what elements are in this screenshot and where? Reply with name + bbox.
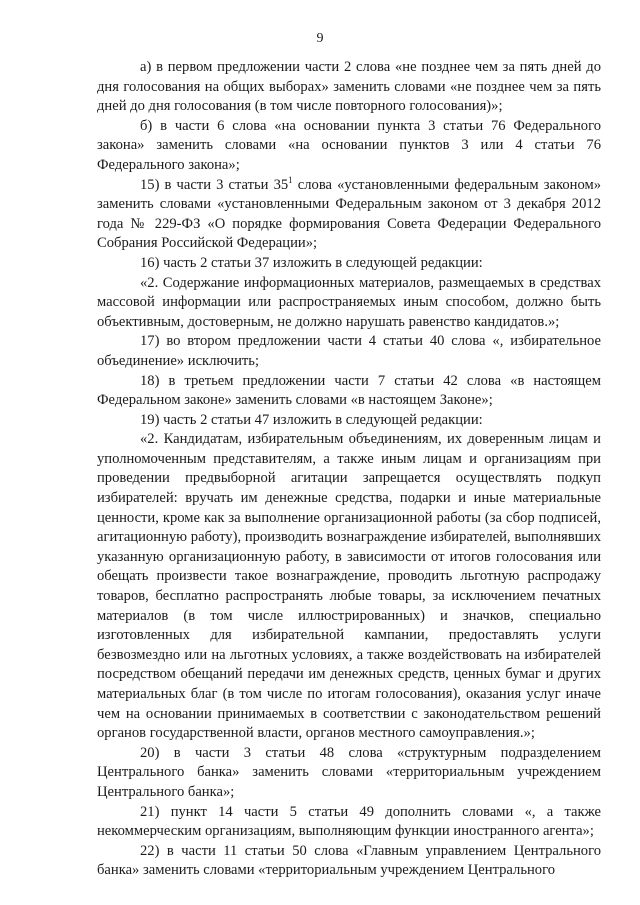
paragraph-16: 16) часть 2 статьи 37 изложить в следующей редакции: — [140, 254, 483, 271]
paragraph-19-quote: «2. Кандидатам, избирательным объединениям, их доверенным лицам и уполномоченным представителям, а также иным лицам и организациям при проведении предвыборной агитации запрещается осуществлять подкуп избирателей: вручать им денежные средства, подарки и иные материальные ценности, кроме как за выполнение организационной работы (за сбор подписей, агитационную работу), производить вознаграждение избирателей, выполнявших указанную организационную работу, в зависимости от итогов голосования или обещать произвести такое вознаграждение, проводить льготную распродажу товаров, бесплатно распространять любые товары, за исключением печатных материалов (в том числе иллюстрированных) и значков, специально изготовленных для избирательной кампании, предоставлять услуги безвозмездно или на льготных условиях, а также воздействовать на избирателей посредством обещаний передачи им денежных средств, ценных бумаг и других материальных благ (в том числе по итогам голосования), оказания услуг иначе чем на основании принимаемых в соответствии с законодательством решений органов государственной власти, органов местного самоуправления.»; — [97, 431, 601, 742]
paragraph-19: 19) часть 2 статьи 47 изложить в следующей редакции: — [140, 411, 483, 428]
page-number: 9 — [316, 31, 324, 46]
article-superscript: 1 — [288, 174, 293, 185]
document-body — [97, 58, 601, 881]
paragraph-15 — [97, 176, 601, 254]
paragraph-21: 21) пункт 14 части 5 статьи 49 дополнить словами «, а также некоммерческим организациям, выполняющим функции иностранного агента»; — [97, 803, 601, 840]
paragraph-22: 22) в части 11 статьи 50 слова «Главным управлением Центрального банка» заменить словами «территориальным учреждением Центрального — [97, 842, 601, 879]
paragraph-17: 17) во втором предложении части 4 статьи 40 слова «, избирательное объединение» исключить; — [97, 333, 601, 369]
paragraph-15-start: 15) в части 3 статьи 35 — [140, 176, 289, 193]
paragraph-18: 18) в третьем предложении части 7 статьи 42 слова «в настоящем Федеральном законе» заменить словами «в настоящем Законе»; — [97, 372, 601, 409]
paragraph-b: б) в части 6 слова «на основании пункта 3 статьи 76 Федерального закона» заменить словами «на основании пунктов 3 или 4 статьи 76 Федерального закона»; — [97, 117, 601, 173]
paragraph-15-end: слова «установленными федеральным законом» заменить словами «установленными Федеральным законом от 3 декабря 2012 года № 229-ФЗ «О порядке формирования Совета Федерации Федерального Собрания Российской Федерации»; — [97, 176, 601, 252]
paragraph-20: 20) в части 3 статьи 48 слова «структурным подразделением Центрального банка» заменить словами «территориальным учреждением Центрального банка»; — [97, 744, 601, 800]
paragraph-16-quote: «2. Содержание информационных материалов, размещаемых в средствах массовой информации или распространяемых иным способом, должно быть объективным, достоверным, не должно нарушать равенство кандидатов.»; — [97, 274, 601, 330]
paragraph-a: а) в первом предложении части 2 слова «не позднее чем за пять дней до дня голосования на общих выборах» заменить словами «не позднее чем за пять дней до дня голосования (в том числе повторного голосования)»; — [97, 59, 601, 115]
